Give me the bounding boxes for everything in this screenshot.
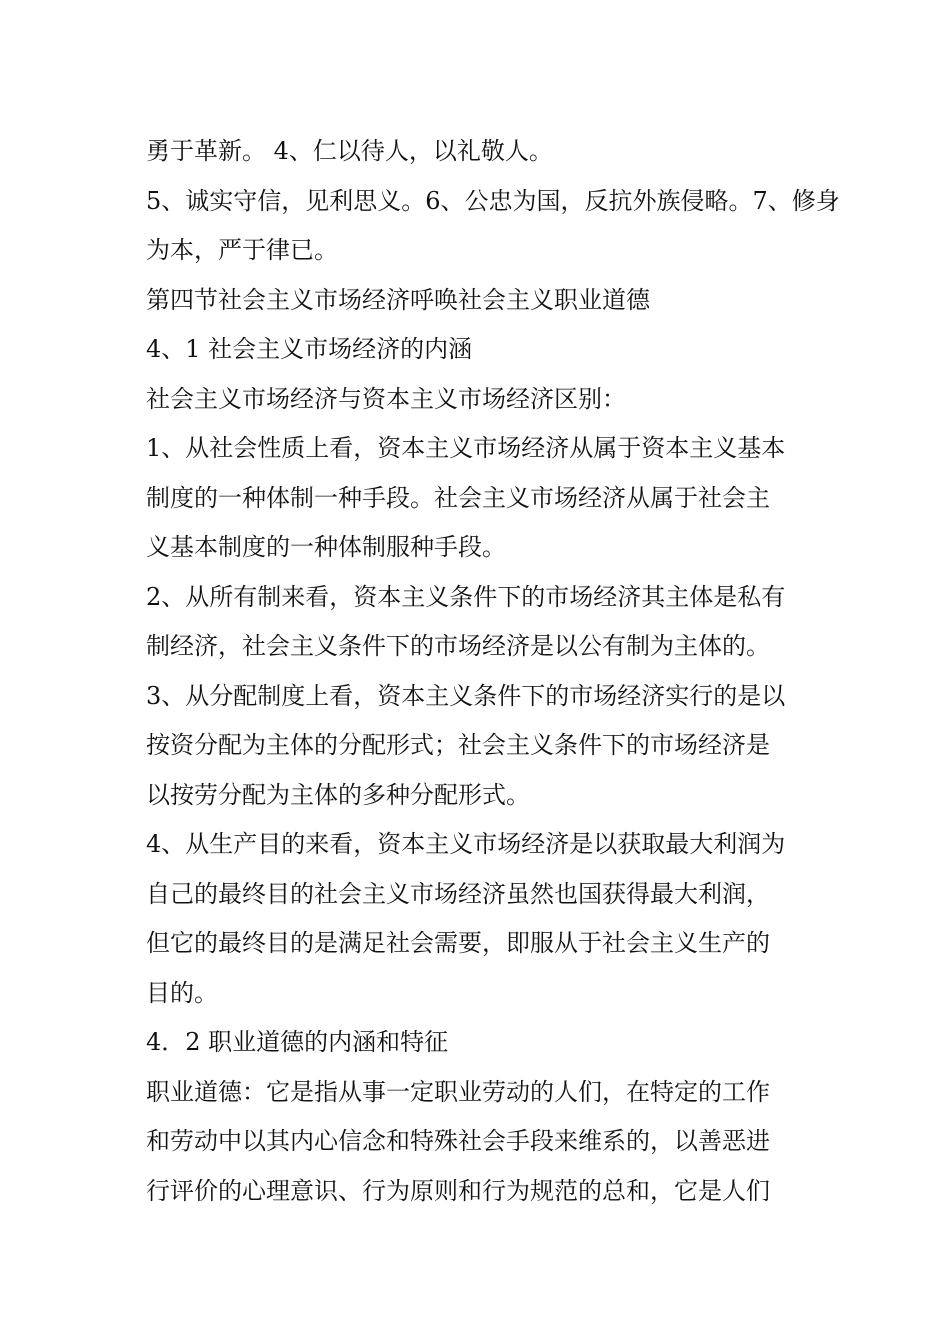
text-line: 义基本制度的一种体制服种手段。	[146, 533, 506, 561]
text-line: 行评价的心理意识、行为原则和行为规范的总和，它是人们	[146, 1176, 770, 1205]
text-line: 社会主义市场经济与资本主义市场经济区别：	[146, 384, 626, 413]
text-line: 勇于革新。 4、仁以待人，以礼敬人。	[146, 137, 553, 165]
text-line: 按资分配为主体的分配形式；社会主义条件下的市场经济是	[146, 731, 770, 759]
subsection-heading: 4、1 社会主义市场经济的内涵	[146, 335, 473, 363]
text-line: 和劳动中以其内心信念和特殊社会手段来维系的，以善恶进	[146, 1127, 770, 1155]
text-line: 制经济，社会主义条件下的市场经济是以公有制为主体的。	[146, 632, 770, 660]
text-line: 自己的最终目的社会主义市场经济虽然也国获得最大利润，	[146, 879, 770, 908]
text-line: 但它的最终目的是满足社会需要，即服从于社会主义生产的	[146, 929, 770, 957]
text-line: 制度的一种体制一种手段。社会主义市场经济从属于社会主	[146, 483, 770, 512]
subsection-heading: 4．2 职业道德的内涵和特征	[146, 1028, 449, 1056]
text-line: 为本，严于律已。	[146, 236, 338, 264]
text-line: 5、诚实守信，见利思义。6、公忠为国，反抗外族侵略。7、修身	[146, 186, 840, 215]
text-line: 3、从分配制度上看，资本主义条件下的市场经济实行的是以	[146, 681, 786, 710]
document-body	[146, 127, 840, 1216]
section-heading: 第四节社会主义市场经济呼唤社会主义职业道德	[146, 285, 650, 314]
text-line: 1、从社会性质上看，资本主义市场经济从属于资本主义基本	[146, 434, 786, 462]
text-line: 职业道德：它是指从事一定职业劳动的人们，在特定的工作	[146, 1077, 770, 1106]
text-line: 4、从生产目的来看，资本主义市场经济是以获取最大利润为	[146, 830, 786, 858]
text-line: 目的。	[146, 978, 218, 1007]
text-line: 2、从所有制来看，资本主义条件下的市场经济其主体是私有	[146, 582, 786, 611]
text-line: 以按劳分配为主体的多种分配形式。	[146, 780, 530, 809]
